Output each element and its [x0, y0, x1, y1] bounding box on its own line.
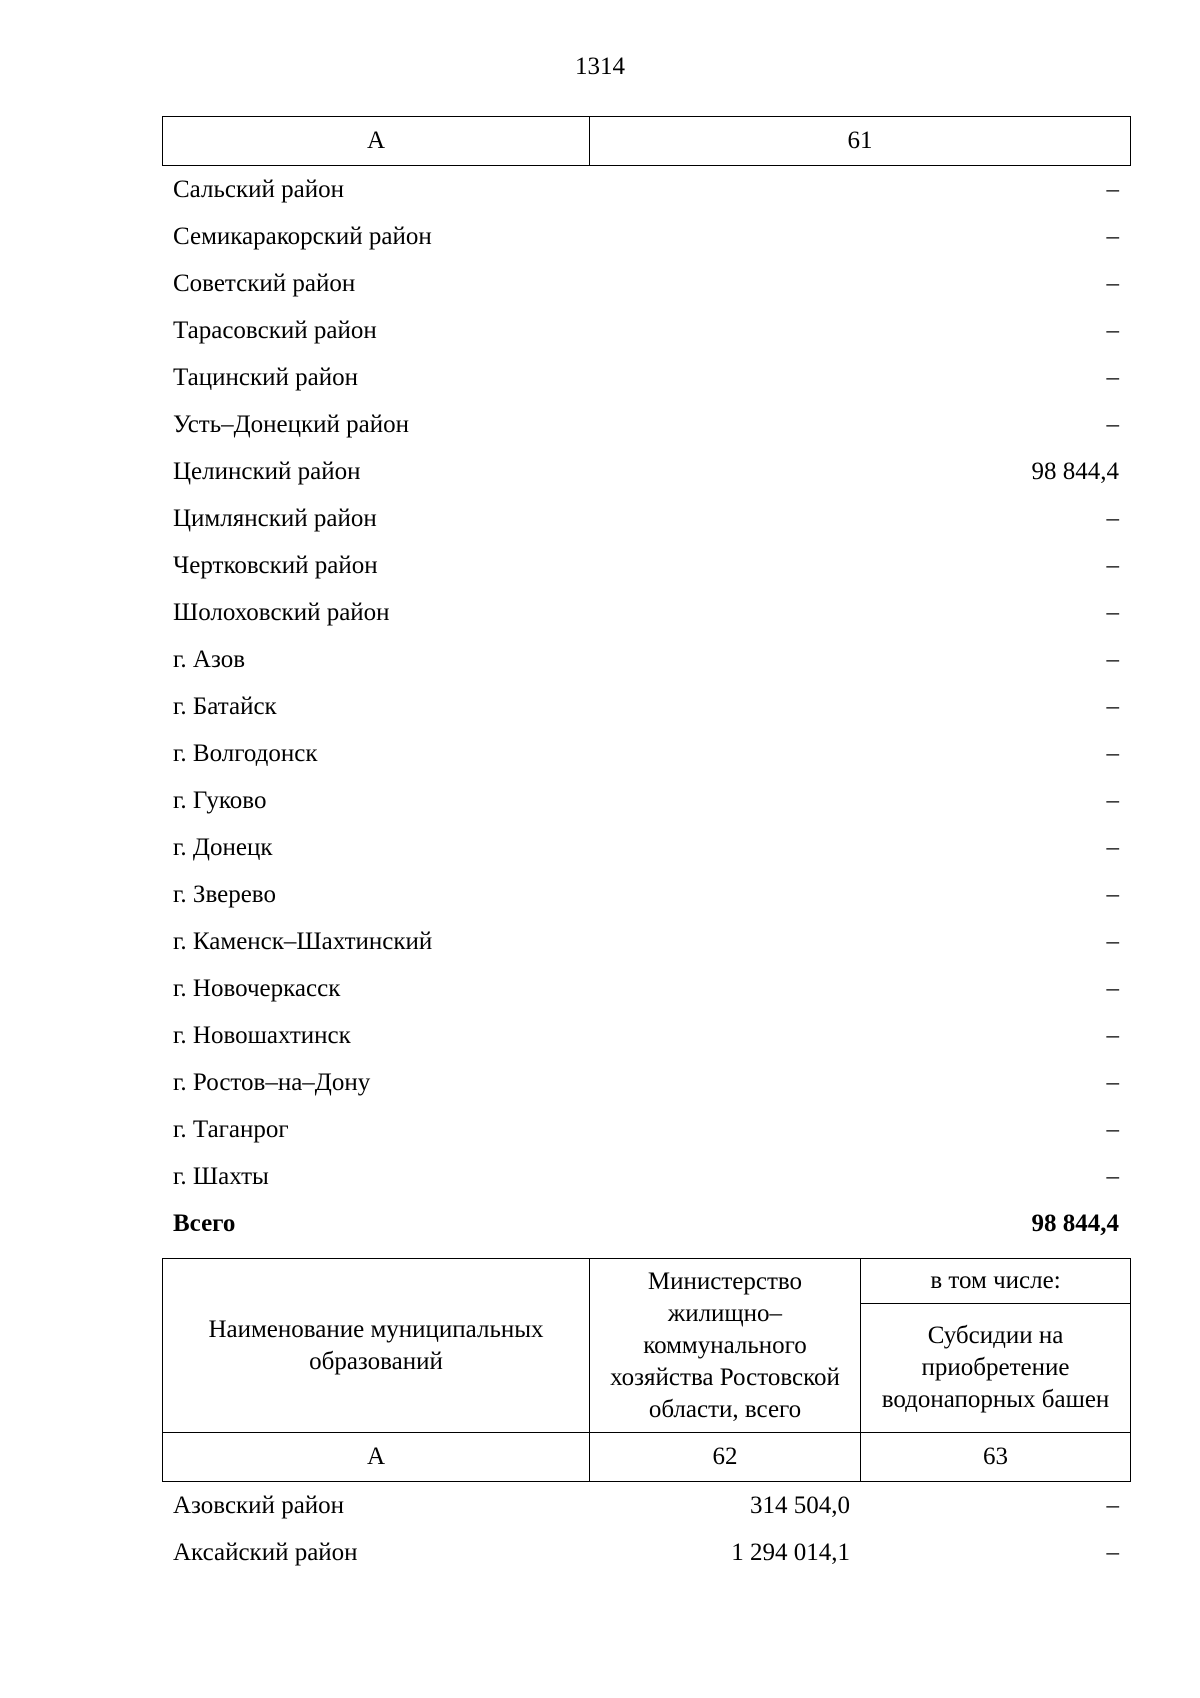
row-value: – — [1106, 693, 1119, 720]
row-name: Семикаракорский район — [173, 223, 432, 250]
table-row — [162, 965, 1130, 1012]
row-total: 314 504,0 — [750, 1492, 850, 1519]
table-row — [162, 1153, 1130, 1200]
table-row — [162, 730, 1130, 777]
table-row — [162, 448, 1130, 495]
row-value: – — [1106, 1163, 1119, 1190]
header-index-a: А — [163, 1433, 590, 1482]
row-name: Тацинский район — [173, 364, 358, 391]
row-total: 1 294 014,1 — [731, 1539, 850, 1566]
row-value: – — [1106, 928, 1119, 955]
row-name: г. Батайск — [173, 693, 277, 720]
table-row — [162, 918, 1130, 965]
table-header-1 — [162, 116, 1131, 166]
row-value: – — [1106, 975, 1119, 1002]
row-name: Чертковский район — [173, 552, 378, 579]
row-name: г. Волгодонск — [173, 740, 318, 767]
header-including: в том числе: — [861, 1259, 1131, 1304]
table-row — [162, 166, 1130, 213]
table-row — [162, 636, 1130, 683]
row-subsidy: – — [1106, 1492, 1119, 1519]
table-row — [162, 1529, 1130, 1576]
row-value: – — [1106, 1022, 1119, 1049]
header-index-63: 63 — [861, 1433, 1131, 1482]
row-name: г. Гуково — [173, 787, 267, 814]
table-body-1 — [162, 166, 1130, 1247]
total-row — [162, 1200, 1130, 1247]
row-value: – — [1106, 411, 1119, 438]
row-name: г. Новошахтинск — [173, 1022, 351, 1049]
table-row — [162, 1012, 1130, 1059]
row-value: – — [1106, 223, 1119, 250]
row-name: Сальский район — [173, 176, 344, 203]
row-name: Тарасовский район — [173, 317, 377, 344]
header-col-61: 61 — [590, 117, 1131, 166]
table-row — [162, 777, 1130, 824]
row-value: – — [1106, 317, 1119, 344]
row-value: – — [1106, 364, 1119, 391]
table-row — [162, 260, 1130, 307]
row-name: г. Каменск–Шахтинский — [173, 928, 433, 955]
row-name: г. Зверево — [173, 881, 276, 908]
row-name: Усть–Донецкий район — [173, 411, 410, 438]
row-name: Шолоховский район — [173, 599, 390, 626]
header-col-a: А — [163, 117, 590, 166]
table-row — [162, 1482, 1130, 1529]
row-subsidy: – — [1106, 1539, 1119, 1566]
row-name: г. Шахты — [173, 1163, 269, 1190]
total-value: 98 844,4 — [1031, 1210, 1119, 1237]
table-row — [162, 1106, 1130, 1153]
header-subsidies-water-towers: Субсидии на приобретение водонапорных башен — [861, 1304, 1131, 1433]
row-value: – — [1106, 1116, 1119, 1143]
row-value: – — [1106, 176, 1119, 203]
table-section-1 — [162, 116, 1130, 1247]
header-index-62: 62 — [590, 1433, 861, 1482]
row-value: – — [1106, 834, 1119, 861]
table-row — [162, 871, 1130, 918]
table-body-2 — [162, 1482, 1130, 1576]
table-row — [162, 354, 1130, 401]
row-value: – — [1106, 1069, 1119, 1096]
table-row — [162, 589, 1130, 636]
row-value: – — [1106, 599, 1119, 626]
row-name: г. Новочеркасск — [173, 975, 341, 1002]
header-municipality-name: Наименование муниципальных образований — [163, 1259, 590, 1433]
header-ministry-total: Министерство жилищно–коммунального хозяйства Ростовской области, всего — [590, 1259, 861, 1433]
table-row — [162, 401, 1130, 448]
row-name: Азовский район — [173, 1492, 345, 1519]
row-value: – — [1106, 552, 1119, 579]
row-value: – — [1106, 646, 1119, 673]
table-row — [162, 307, 1130, 354]
row-name: г. Азов — [173, 646, 246, 673]
table-row — [162, 683, 1130, 730]
row-name: Цимлянский район — [173, 505, 377, 532]
table-row — [162, 213, 1130, 260]
row-value: 98 844,4 — [1031, 458, 1119, 485]
row-value: – — [1106, 505, 1119, 532]
table-row — [162, 824, 1130, 871]
table-row — [162, 495, 1130, 542]
table-row — [162, 542, 1130, 589]
row-name: г. Донецк — [173, 834, 273, 861]
row-name: г. Ростов–на–Дону — [173, 1069, 371, 1096]
page-number: 1314 — [575, 53, 625, 80]
row-value: – — [1106, 270, 1119, 297]
row-value: – — [1106, 881, 1119, 908]
row-name: г. Таганрог — [173, 1116, 289, 1143]
total-label: Всего — [173, 1210, 236, 1237]
row-value: – — [1106, 787, 1119, 814]
row-name: Целинский район — [173, 458, 361, 485]
table-row — [162, 1059, 1130, 1106]
row-value: – — [1106, 740, 1119, 767]
table-section-2 — [162, 1258, 1130, 1576]
row-name: Советский район — [173, 270, 356, 297]
table-header-2 — [162, 1258, 1131, 1482]
row-name: Аксайский район — [173, 1539, 358, 1566]
